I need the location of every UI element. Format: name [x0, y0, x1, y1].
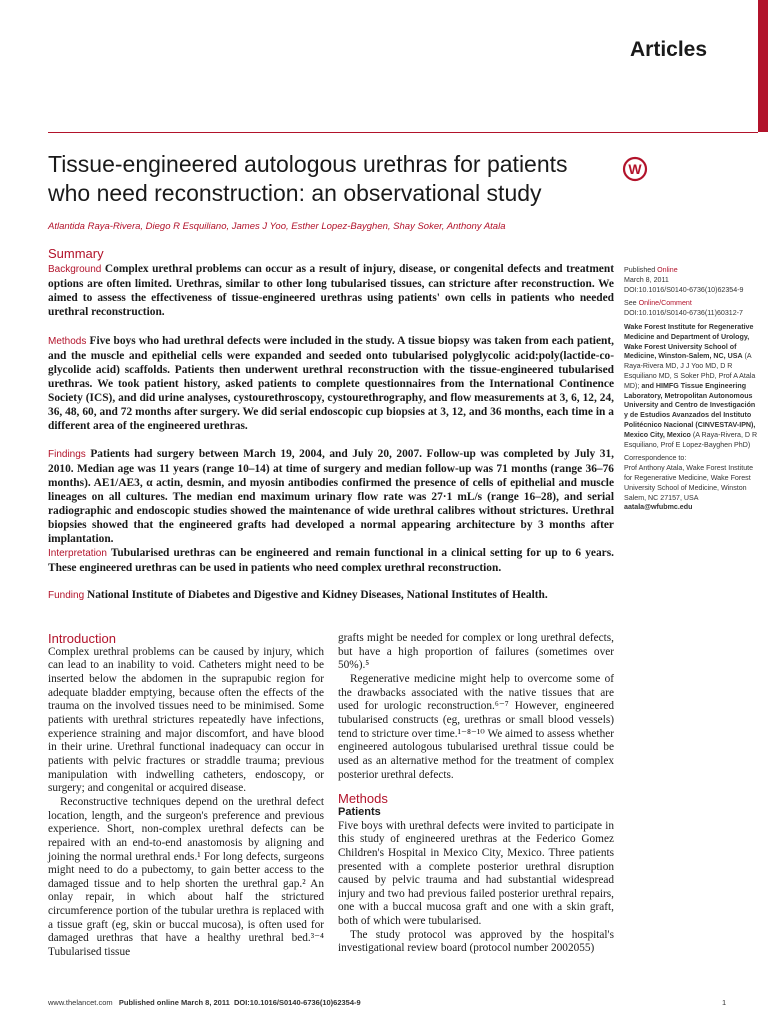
- intro-paragraph-4: Regenerative medicine might help to overcome some of the drawbacks associated with the native tissues that are used for urologic reconstruction.⁶⁻⁷ However, engineered tubularised constructs (eg, urethras or small blood vessels) tend to stricture over time.¹⁻⁸⁻¹⁰ We aimed to assess whether engineered autologous tubularised urethral tissue could be used as an alternative method for the treatment of complex posterior urethral defects.: [338, 672, 614, 781]
- affiliations: [624, 323, 758, 450]
- summary-interpretation: [48, 546, 614, 575]
- funding-text: National Institute of Diabetes and Digestive and Kidney Diseases, National Institutes of Health.: [87, 589, 548, 601]
- funding-label: Funding: [48, 590, 85, 601]
- methods-label: Methods: [48, 336, 87, 347]
- methods-text: Five boys who had urethral defects were included in the study. A tissue biopsy was taken from each patient, and the muscle and epithelial cells were expanded and seeded onto tubularised polyglycolic acid:poly(lactide-co-glycolide acid) scaffolds. Patients then underwent urethral reconstruction with the tissue-engineered tubularised urethras. We took patient history, asked patients to complete questionnaires from the International Continence Society (ICS), and did urine analyses, cystourethroscopy, cystourethrography, and flow measurements at 3, 6, 12, 24, 36, 48, 60, and 72 months after surgery. We did serial endoscopic cup biopsies at 3, 12, and 36 months, each time in a different area of the engineered urethras.: [48, 335, 614, 432]
- article-title: Tissue-engineered autologous urethras for patients who need reconstruction: an observational study: [48, 151, 568, 206]
- findings-text: Patients had surgery between March 19, 2004, and July 20, 2007. Follow-up was completed by July 31, 2010. Median age was 11 years (range 10–14) at time of surgery and median follow-up was 71 months (range 36–76 months). AE1/AE3, α actin, desmin, and myosin antibodies confirmed the presence of cells of epithelial and muscle lineages on all cultures. The median end maximum urinary flow rate was 27·1 mL/s (range 16–28), and serial radiographic and endoscopic studies showed the maintenance of wide urethral calibres without strictures. Urethral biopsies showed that the engineered grafts had developed a normal appearing architecture by 3 months after implantation.: [48, 448, 614, 545]
- footer-published: Published online March 8, 2011: [118, 998, 230, 1007]
- see-comment: [624, 299, 758, 319]
- section-label: Articles: [630, 38, 708, 61]
- interpretation-label: Interpretation: [48, 548, 107, 559]
- body-column-left: [48, 632, 324, 960]
- published-date: March 8, 2011: [624, 275, 669, 284]
- page-footer: [48, 998, 361, 1007]
- background-label: Background: [48, 264, 102, 275]
- online-first-at-icon[interactable]: [622, 156, 648, 182]
- affiliation-2-names: (A Raya-Rivera, D R Esquiliano, Prof E Lopez-Bayghen PhD): [624, 430, 758, 449]
- page-number: 1: [722, 998, 727, 1007]
- summary-heading: Summary: [48, 246, 104, 261]
- introduction-heading: Introduction: [48, 631, 116, 646]
- correspondence: [624, 454, 758, 513]
- affiliation-1-names: (A Raya-Rivera MD, J J Yoo MD, D R Esquiliano MD, S Soker PhD, Prof A Atala MD);: [624, 352, 756, 390]
- doi-comment: DOI:10.1016/S0140-6736(11)60312-7: [624, 309, 743, 318]
- footer-doi: DOI:10.1016/S0140-6736(10)62354-9: [233, 998, 361, 1007]
- see-prefix: See: [624, 299, 639, 308]
- summary-methods: [48, 334, 614, 433]
- methods-paragraph-2: The study protocol was approved by the hospital's investigational review board (protocol number 2002055): [338, 928, 614, 955]
- findings-label: Findings: [48, 449, 86, 460]
- affiliation-1: Wake Forest Institute for Regenerative Medicine and Department of Urology, Wake Forest University School of Medicine, Winston-Salem, NC, USA: [624, 322, 754, 361]
- intro-paragraph-1: Complex urethral problems can be caused by injury, which can lead to an inability to void. Catheters might need to be inserted below the abdomen in the suprapubic region for adequate bladder emptying, because often the effects of the trauma on the involved tissues need to be minimised. Some patients with urethral strictures repeatedly have infections, experience straining and major discomfort, and have blood in their urine. Urethral functional inadequacy can occur in patients with pelvic fractures or straddle trauma; previous manipulation with indwelling catheters, endoscopy, or surgery; and congenital or acquired disease.: [48, 645, 324, 795]
- interpretation-text: Tubularised urethras can be engineered and remain functional in a clinical setting for up to 6 years. These engineered urethras can be used in patients who need complex urethral reconstruction.: [48, 547, 614, 574]
- footer-site[interactable]: www.thelancet.com: [48, 998, 113, 1007]
- correspondence-label: Correspondence to:: [624, 454, 687, 463]
- methods-heading: Methods: [338, 791, 388, 807]
- svg-text:W: W: [628, 161, 642, 177]
- patients-heading: Patients: [338, 805, 381, 818]
- summary-background: [48, 262, 614, 319]
- affiliation-2: and HIMFG Tissue Engineering Laboratory, Metropolitan Autonomous University and Centro de Investigación y de Estudios Avanzados del Instituto Politécnico Nacional (CINVESTAV-IPN), Mexico City, Mexico: [624, 381, 756, 439]
- summary-findings: [48, 447, 614, 546]
- summary-funding: [48, 588, 614, 603]
- published-online-link[interactable]: Online: [657, 266, 678, 274]
- correspondence-email[interactable]: aatala@wfubmc.edu: [624, 503, 693, 512]
- body-column-right: [338, 632, 614, 956]
- doi-article: DOI:10.1016/S0140-6736(10)62354-9: [624, 285, 744, 294]
- methods-paragraph-1: Five boys with urethral defects were invited to participate in this study of engineered urethras at the Federico Gomez Children's Hospital in Mexico City, Mexico. Three patients presented with a complete posterior urethral disruption caused by pelvic trauma and had substantial widespread injury and two had previous failed posterior urethral repairs, one with a buccal mucosa graft and one with a skin graft, both of which were tubularised.: [338, 819, 614, 928]
- intro-paragraph-2: Reconstructive techniques depend on the urethral defect location, length, and the surgeon's preference and previous experience. Short, non-complex urethral defects can be repaired with an end-to-end anastomosis by aligning and joining the normal urethral ends.¹ For long defects, surgeons might need to do a pubectomy, to gain better access to the damaged tissue and to help shorten the urethral gap.² An onlay repair, in which about half the strictured circumference portion of the tubular urethra is replaced with a tissue graft (eg, skin or buccal mucosa), is often used for damaged urethras that have a healthy urethral bed.³⁻⁴ Tubularised tissue: [48, 795, 324, 959]
- publication-info: [624, 266, 758, 295]
- intro-paragraph-3: grafts might be needed for complex or long urethral defects, but have a high proportion of failures (sometimes over 50%).⁵: [338, 632, 614, 672]
- author-list: Atlantida Raya-Rivera, Diego R Esquiliano, James J Yoo, Esther Lopez-Bayghen, Shay Soker, Anthony Atala: [48, 221, 506, 232]
- background-text: Complex urethral problems can occur as a result of injury, disease, or congenital defects and treatment options are often limited. Urethras, similar to other long tubularised tissues, can stricture after reconstruction. We aimed to assess the effectiveness of tissue-engineered urethras using patients' own cells in patients who needed urethral reconstruction.: [48, 263, 614, 318]
- header-rule: [48, 132, 758, 133]
- correspondence-address: Prof Anthony Atala, Wake Forest Institute for Regenerative Medicine, Wake Forest University School of Medicine, Winston Salem, NC 27157, USA: [624, 464, 754, 502]
- published-prefix: Published: [624, 266, 658, 274]
- comment-link[interactable]: Online/Comment: [638, 299, 692, 308]
- article-sidebar: [624, 266, 758, 513]
- header-accent-bar: [758, 0, 768, 132]
